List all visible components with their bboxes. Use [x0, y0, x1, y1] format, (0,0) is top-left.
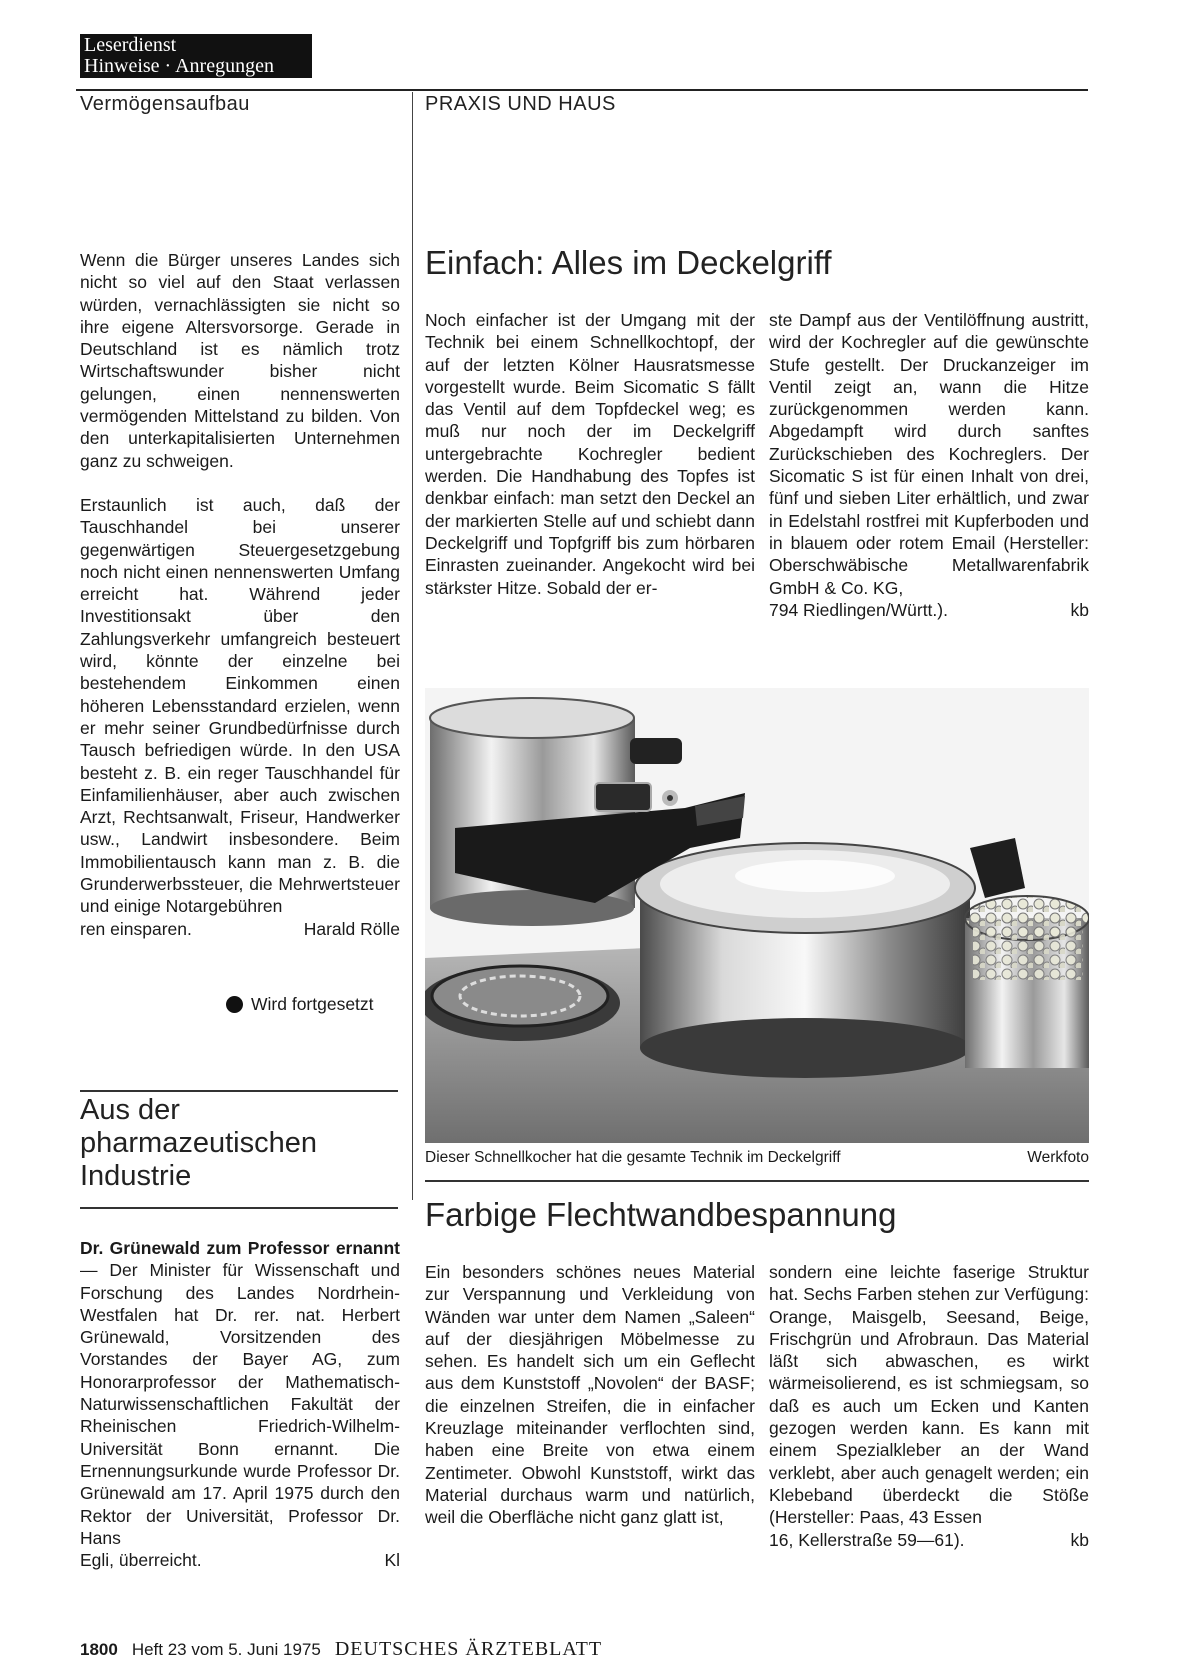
flechtwand-headline: Farbige Flechtwandbespannung	[425, 1196, 897, 1233]
left-article-sign-row	[80, 918, 400, 940]
flechtwand-col-2-end: 16, Kellerstraße 59—61).	[769, 1529, 965, 1550]
flechtwand-col-1-text: Ein besonders schönes neues Material zur Verspannung und Verkleidung von Wänden war unter dem Namen „Saleen“ auf der diesjährigen Möbelmesse zu sehen. Es handelt sich um ein Geflecht aus dem Kunststoff „Novolen“ der BASF; die einzelnen Streifen, die in einfacher Kreuzlage miteinander verflochten sind, haben eine Breite von etwa einem Zentimeter. Obwohl Kunststoff, wirkt das Material durchaus warm und natürlich, weil die Oberfläche nicht ganz glatt ist,	[425, 1262, 755, 1528]
section-badge	[80, 34, 312, 78]
pharma-rule-bottom	[80, 1207, 398, 1209]
pharma-body-text: — Der Minister für Wissenschaft und Forschung des Landes Nordrhein-Westfalen hat Dr. rer. nat. Herbert Grünewald, Vorsitzenden des Vorstandes der Bayer AG, zum Honorarprofessor der Mathematisch-Naturwissenschaftlichen Fakultät der Rheinischen Friedrich-Wilhelm-Universität Bonn ernannt. Die Ernennungsurkunde wurde Professor Dr. Grünewald am 17. April 1975 durch den Rektor der Universität, Professor Dr. Hans	[80, 1260, 400, 1548]
deckelgriff-sign-row	[769, 599, 1089, 621]
deckelgriff-col-1	[425, 309, 755, 599]
deckelgriff-col-2	[769, 309, 1089, 621]
section-label-right: PRAXIS UND HAUS	[425, 93, 616, 115]
pharma-headline-line-3: Industrie	[80, 1160, 192, 1192]
left-article	[80, 249, 400, 940]
pharma-article	[80, 1237, 400, 1571]
badge-line-2: Hinweise · Anregungen	[84, 55, 274, 77]
photo-credit: Werkfoto	[1027, 1149, 1089, 1166]
pharma-sign-row	[80, 1549, 400, 1571]
continued-note	[226, 994, 374, 1015]
pressure-cooker-illustration	[425, 688, 1089, 1143]
deckelgriff-headline: Einfach: Alles im Deckelgriff	[425, 244, 832, 281]
page-footer	[80, 1638, 602, 1661]
flechtwand-sign-row	[769, 1529, 1089, 1551]
journal-name: DEUTSCHES ÄRZTEBLATT	[334, 1638, 603, 1660]
flechtwand-rule	[425, 1180, 1089, 1182]
pharma-body-end: Egli, überreicht.	[80, 1550, 202, 1571]
pharma-headline-line-2: pharmazeutischen	[80, 1127, 317, 1159]
pharma-lead: Dr. Grünewald zum Professor ernannt	[80, 1238, 400, 1258]
pharma-sign: Kl	[384, 1550, 400, 1571]
issue-info: Heft 23 vom 5. Juni 1975	[131, 1640, 321, 1659]
deckelgriff-sign: kb	[1070, 599, 1089, 620]
top-rule	[76, 89, 1088, 91]
photo-caption-row	[425, 1149, 1089, 1167]
pharma-rule-top	[80, 1090, 398, 1092]
flechtwand-sign: kb	[1070, 1529, 1089, 1550]
flechtwand-col-2-text: sondern eine leichte faserige Struktur hat. Sechs Farben stehen zur Verfügung: Orange, Maisgelb, Seesand, Beige, Frischgrün und Afrobraun. Das Material läßt sich abwaschen, es wirkt wärmeisolierend, es ist schmiegsam, so daß es auch um Ecken und Kanten gezogen werden kann. Es kann mit einem Spezialkleber an der Wand verklebt, aber auch genagelt werden; ein Klebeband überdeckt die Stöße (Hersteller: Paas, 43 Essen	[769, 1262, 1089, 1528]
page-number: 1800	[80, 1640, 118, 1659]
bullet-dot-icon	[226, 996, 243, 1013]
section-label-left: Vermögensaufbau	[80, 93, 250, 115]
left-article-para-2-end: ren einsparen.	[80, 918, 192, 939]
pressure-cooker-photo	[425, 688, 1089, 1143]
flechtwand-col-2	[769, 1261, 1089, 1551]
left-article-para-1: Wenn die Bürger unseres Landes sich nicht so viel auf den Staat verlassen würden, vernachlässigten sie nicht so ihre eigene Altersvorsorge. Gerade in Deutschland ist es nämlich trotz Wirtschaftswunder bisher nicht gelungen, einen nennenswerten vermögenden Mittelstand zu bilden. Von den unterkapitalisierten Unternehmen ganz zu schweigen.	[80, 250, 400, 471]
badge-line-1: Leserdienst	[84, 34, 177, 56]
flechtwand-col-1	[425, 1261, 755, 1529]
deckelgriff-col-2-text: ste Dampf aus der Ventilöffnung austritt, wird der Kochregler auf die gewünschte Stufe gestellt. Der Druckanzeiger im Ventil zeigt an, wann die Hitze zurückgenommen werden kann. Abgedampft wird durch sanftes Zurückschieben des Kochreglers. Der Sicomatic S ist für einen Inhalt von drei, fünf und sieben Liter erhältlich, und zwar in Edelstahl rostfrei mit Kupferboden und in blauem oder rotem Email (Hersteller: Oberschwäbische Metallwarenfabrik GmbH & Co. KG,	[769, 310, 1089, 598]
pharma-headline-line-1: Aus der	[80, 1094, 180, 1126]
pharma-body	[80, 1237, 400, 1549]
continued-text: Wird fortgesetzt	[251, 994, 374, 1014]
left-article-para-2: Erstaunlich ist auch, daß der Tauschhandel bei unserer gegenwärtigen Steuergesetzgebung noch nicht einen nennenswerten Umfang erreicht hat. Während jeder Investitionsakt über den Zahlungsverkehr umfangreich besteuert wird, könnte der einzelne bei bestehendem Einkommen einen höheren Lebensstandard erzielen, wenn er mehr seiner Grundbedürfnisse durch Tausch befriedigen würde. In den USA besteht z. B. ein reger Tauschhandel für Einfamilienhäuser, aber auch zwischen Arzt, Rechtsanwalt, Friseur, Handwerker usw., Landwirt insbesondere. Beim Immobilientausch kann man z. B. die Grunderwerbssteuer, die Mehrwertsteuer und einige Notargebühren	[80, 494, 400, 917]
deckelgriff-col-2-end: 794 Riedlingen/Württ.).	[769, 599, 948, 620]
photo-caption: Dieser Schnellkocher hat die gesamte Technik im Deckelgriff	[425, 1149, 841, 1166]
deckelgriff-col-1-text: Noch einfacher ist der Umgang mit der Technik bei einem Schnellkochtopf, der auf der letzten Kölner Hausratsmesse vorgestellt wurde. Beim Sicomatic S fällt das Ventil auf dem Topfdeckel weg; es muß nur noch der im Deckelgriff untergebrachte Kochregler bedient werden. Die Handhabung des Topfes ist denkbar einfach: man setzt den Deckel an der markierten Stelle auf und schiebt dann Deckelgriff und Topfgriff bis zum hörbaren Einrasten zueinander. Angekocht wird bei stärkster Hitze. Sobald der er-	[425, 310, 755, 598]
pharma-headline	[80, 1094, 317, 1193]
left-article-author: Harald Rölle	[303, 918, 400, 939]
column-divider	[412, 92, 413, 1200]
